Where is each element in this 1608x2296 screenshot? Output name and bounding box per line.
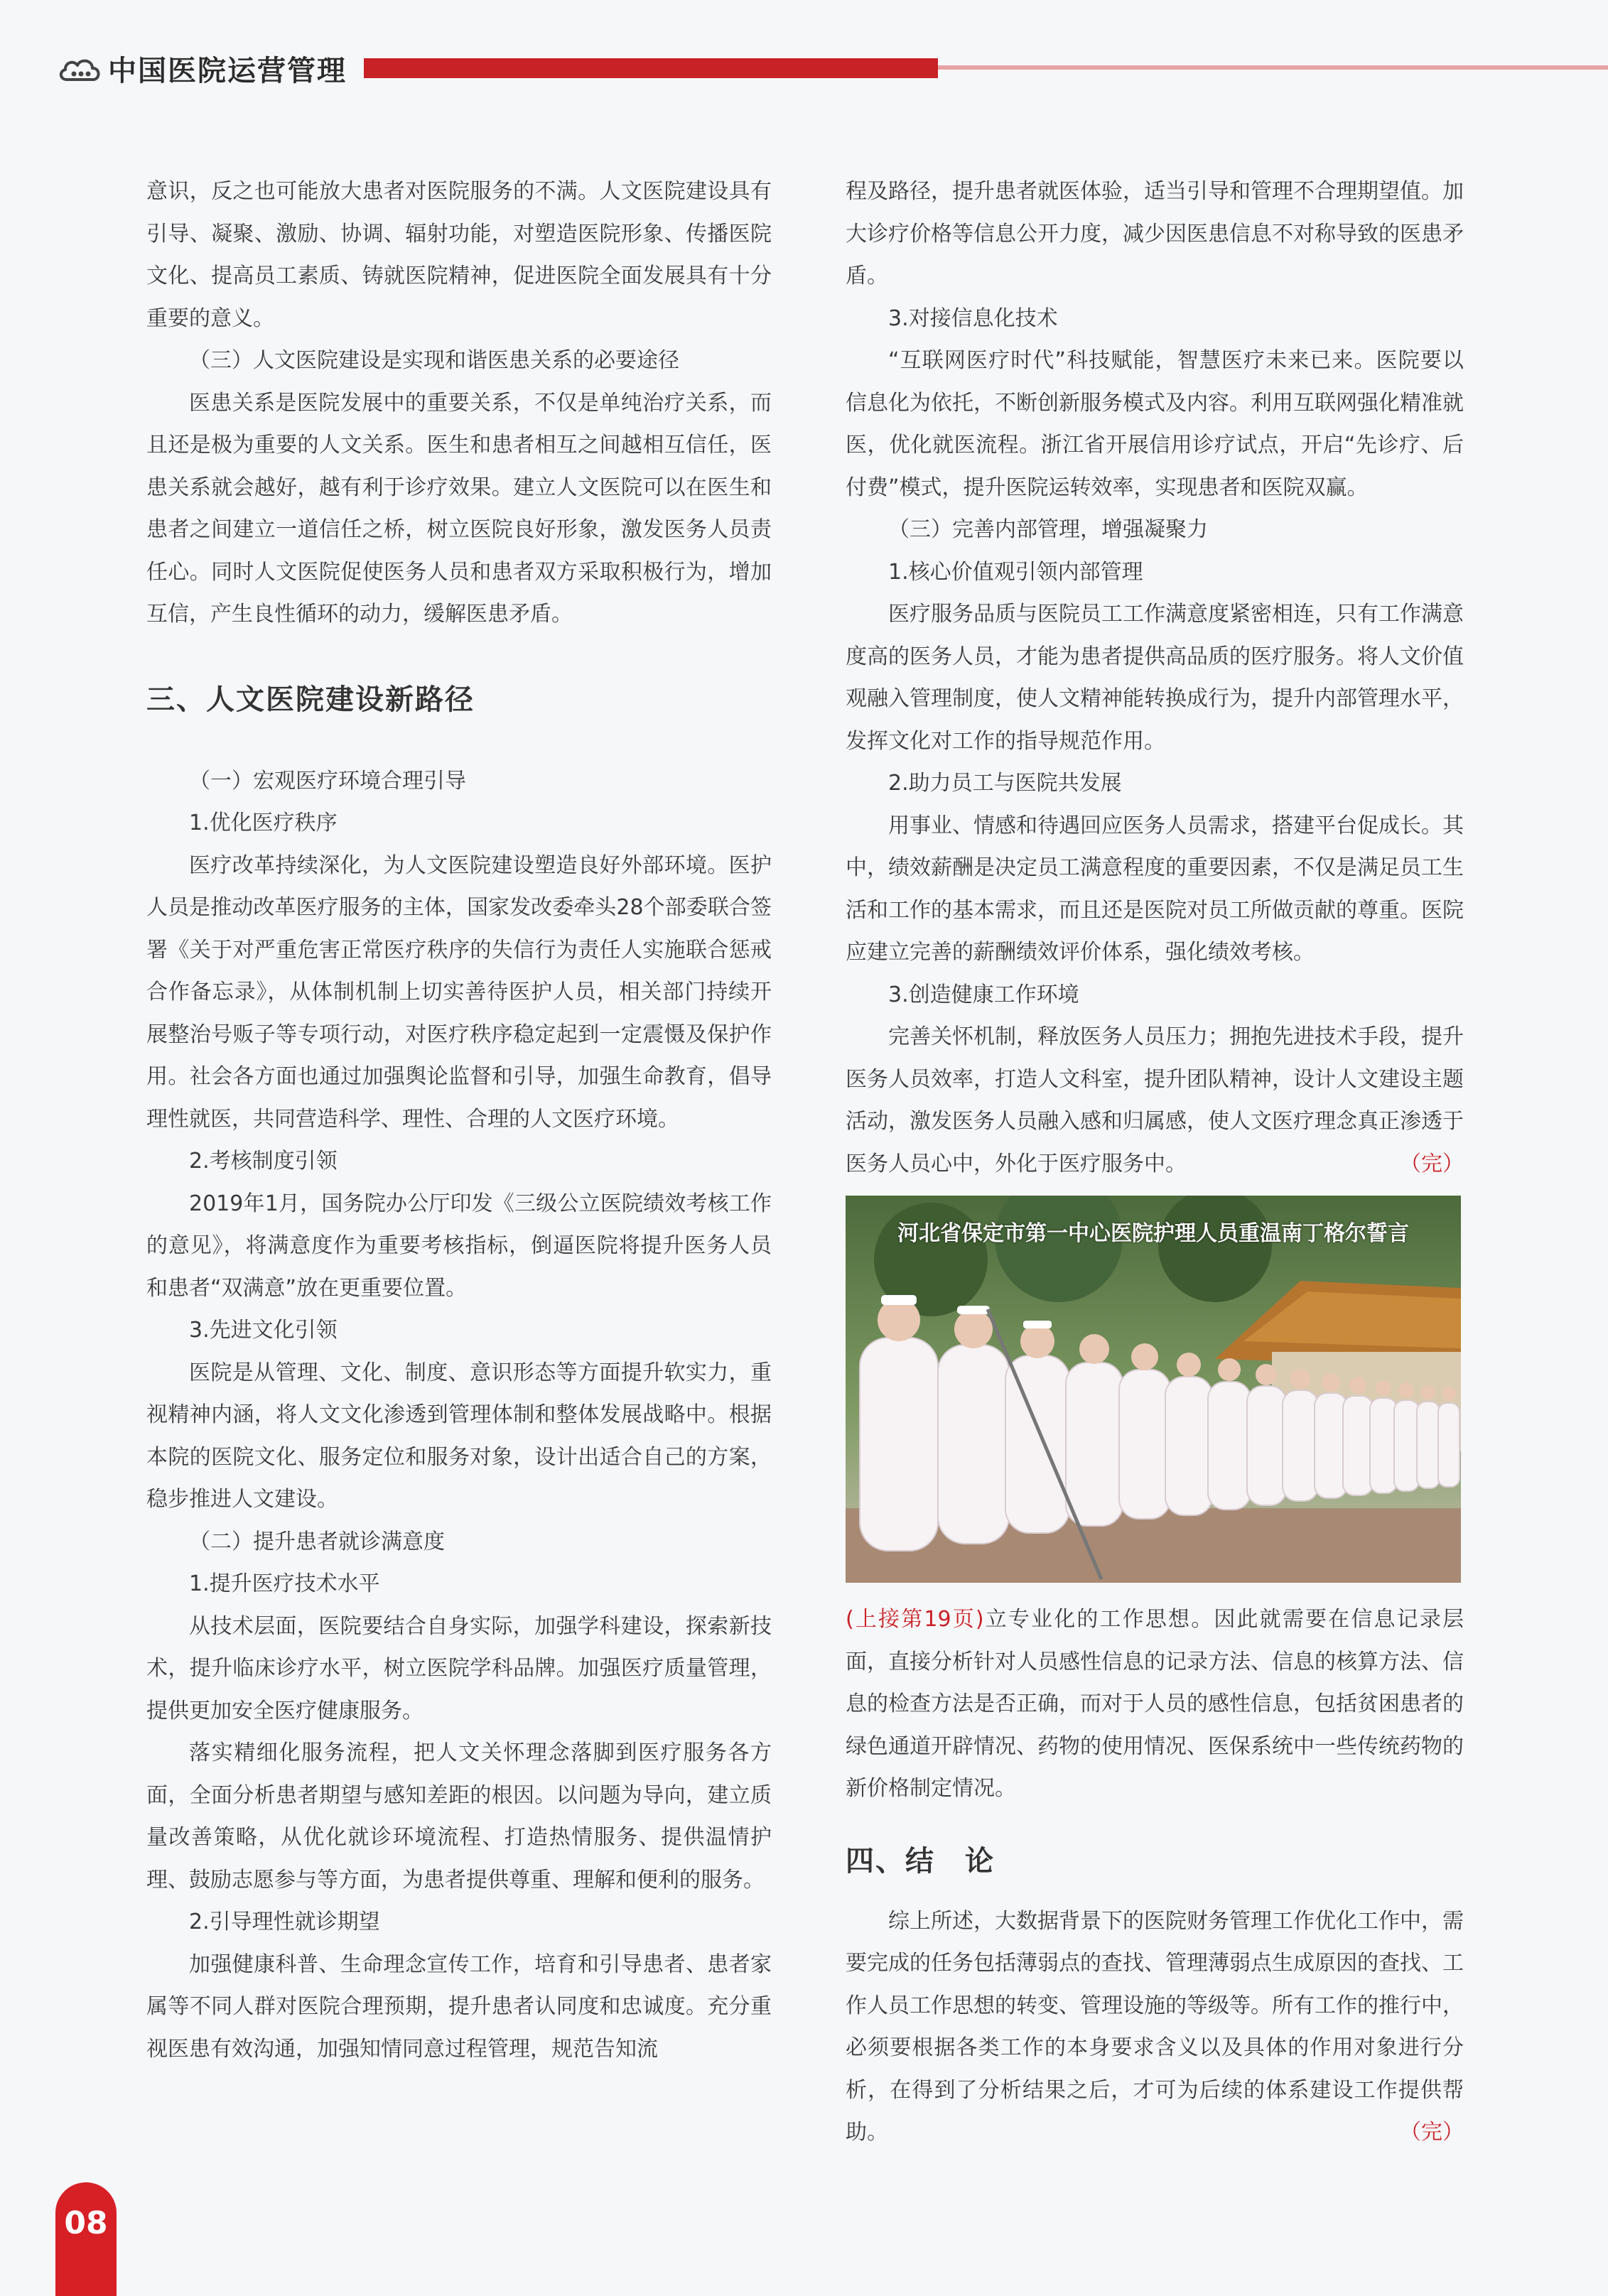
subheading: 3.先进文化引领 (189, 1318, 338, 1343)
paragraph: “互联网医疗时代”科技赋能，智慧医疗未来已来。医院要以信息化为依托，不断创新服务模式及内容。利用互联网强化精准就医，优化就医流程。浙江省开展信用诊疗试点，开启“先诊疗、后付费”模式，提升医院运转效率，实现患者和医院双赢。 (846, 348, 1464, 500)
paragraph (846, 1598, 1464, 1810)
magazine-title: 中国医院运营管理 (108, 55, 347, 87)
paragraph (846, 1900, 1464, 2154)
continuation-note: (上接第19页) (846, 1607, 984, 1632)
paragraph-text: 立专业化的工作思想。因此就需要在信息记录层面，直接分析针对人员感性信息的记录方法、信息的核算方法、信息的检查方法是否正确，而对于人员的感性信息，包括贫困患者的绿色通道开辟情况、药物的使用情况、医保系统中一些传统药物的新价格制定情况。 (846, 1607, 1464, 1801)
photo-caption: 河北省保定市第一中心医院护理人员重温南丁格尔誓言 (897, 1221, 1409, 1246)
paragraph: 意识，反之也可能放大患者对医院服务的不满。人文医院建设具有引导、凝聚、激励、协调、辐射功能，对塑造医院形象、传播医院文化、提高员工素质、铸就医院精神，促进医院全面发展具有十分重要的意义。 (146, 179, 772, 331)
section-heading: 四、结 论 (846, 1844, 995, 1878)
paragraph (846, 1016, 1464, 1185)
header-pink-line (938, 65, 1608, 70)
nurses-photo-illustration (846, 1196, 1461, 1583)
end-mark: （完） (1400, 2120, 1464, 2145)
page-header (0, 0, 1608, 142)
subheading: 3.创造健康工作环境 (888, 982, 1079, 1007)
paragraph: 2019年1月，国务院办公厅印发《三级公立医院绩效考核工作的意见》，将满意度作为重要考核指标，倒逼医院将提升医务人员和患者“双满意”放在更重要位置。 (146, 1191, 772, 1301)
paragraph: 落实精细化服务流程，把人文关怀理念落脚到医疗服务各方面，全面分析患者期望与感知差距的根因。以问题为导向，建立质量改善策略，从优化就诊环境流程、打造热情服务、提供温情护理、鼓励志愿参与等方面，为患者提供尊重、理解和便利的服务。 (146, 1740, 772, 1892)
subheading: （三）人文医院建设是实现和谐医患关系的必要途径 (189, 348, 679, 373)
subheading: 1.核心价值观引领内部管理 (888, 559, 1143, 585)
paragraph: 医疗服务品质与医院员工工作满意度紧密相连，只有工作满意度高的医务人员，才能为患者提供高品质的医疗服务。将人文价值观融入管理制度，使人文精神能转换成行为，提升内部管理水平，发挥文化对工作的指导规范作用。 (846, 602, 1464, 754)
photo-nurses-oath (846, 1196, 1461, 1583)
paragraph: 医院是从管理、文化、制度、意识形态等方面提升软实力，重视精神内涵，将人文文化渗透到管理体制和整体发展战略中。根据本院的医院文化、服务定位和服务对象，设计出适合自己的方案，稳步推进人文建设。 (146, 1360, 772, 1512)
subheading: 2.考核制度引领 (189, 1149, 338, 1174)
page-number: 08 (64, 2205, 108, 2241)
cloud-logo-icon (57, 55, 102, 84)
paragraph: 从技术层面，医院要结合自身实际，加强学科建设，探索新技术，提升临床诊疗水平，树立医院学科品牌。加强医疗质量管理，提供更加安全医疗健康服务。 (146, 1613, 772, 1723)
section-heading: 三、人文医院建设新路径 (146, 683, 475, 716)
paragraph: 医患关系是医院发展中的重要关系，不仅是单纯治疗关系，而且还是极为重要的人文关系。医生和患者相互之间越相互信任，医患关系就会越好，越有利于诊疗效果。建立人文医院可以在医生和患者之间建立一道信任之桥，树立医院良好形象，激发医务人员责任心。同时人文医院促使医务人员和患者双方采取积极行为，增加互信，产生良性循环的动力，缓解医患矛盾。 (146, 390, 772, 627)
subheading: （三）完善内部管理，增强凝聚力 (888, 517, 1208, 542)
subheading: （二）提升患者就诊满意度 (189, 1529, 445, 1554)
paragraph-text: 综上所述，大数据背景下的医院财务管理工作优化工作中，需要完成的任务包括薄弱点的查找、管理薄弱点生成原因的查找、工作人员工作思想的转变、管理设施的等级等。所有工作的推行中，必须要根据各类工作的本身要求含义以及具体的作用对象进行分析，在得到了分析结果之后，才可为后续的体系建设工作提供帮助。 (846, 1908, 1464, 2145)
paragraph: 加强健康科普、生命理念宣传工作，培育和引导患者、患者家属等不同人群对医院合理预期，提升患者认同度和忠诚度。充分重视医患有效沟通，加强知情同意过程管理，规范告知流 (146, 1951, 772, 2062)
paragraph: 医疗改革持续深化，为人文医院建设塑造良好外部环境。医护人员是推动改革医疗服务的主体，国家发改委牵头28个部委联合签署《关于对严重危害正常医疗秩序的失信行为责任人实施联合惩戒合作备忘录》，从体制机制上切实善待医护人员，相关部门持续开展整治号贩子等专项行动，对医疗秩序稳定起到一定震慑及保护作用。社会各方面也通过加强舆论监督和引导，加强生命教育，倡导理性就医，共同营造科学、理性、合理的人文医疗环境。 (146, 852, 772, 1132)
right-column (846, 170, 1464, 2154)
subheading: （一）宏观医疗环境合理引导 (189, 768, 466, 794)
paragraph: 用事业、情感和待遇回应医务人员需求，搭建平台促成长。其中，绩效薪酬是决定员工满意程度的重要因素，不仅是满足员工生活和工作的基本需求，而且还是医院对员工所做贡献的尊重。医院应建立完善的薪酬绩效评价体系，强化绩效考核。 (846, 813, 1464, 965)
subheading: 1.优化医疗秩序 (189, 811, 338, 835)
page-number-tab (55, 2182, 117, 2296)
left-column (146, 170, 772, 2070)
subheading: 1.提升医疗技术水平 (189, 1571, 380, 1596)
subheading: 2.助力员工与医院共发展 (888, 771, 1122, 796)
paragraph-text: 完善关怀机制，释放医务人员压力；拥抱先进技术手段，提升医务人员效率，打造人文科室，提升团队精神，设计人文建设主题活动，激发医务人员融入感和归属感，使人文医疗理念真正渗透于医务人员心中，外化于医疗服务中。 (846, 1024, 1464, 1176)
end-mark: （完） (1400, 1151, 1464, 1176)
paragraph: 程及路径，提升患者就医体验，适当引导和管理不合理期望值。加大诊疗价格等信息公开力度，减少因医患信息不对称导致的医患矛盾。 (846, 179, 1464, 288)
header-red-bar (364, 58, 938, 78)
subheading: 2.引导理性就诊期望 (189, 1910, 380, 1934)
subheading: 3.对接信息化技术 (888, 305, 1058, 331)
